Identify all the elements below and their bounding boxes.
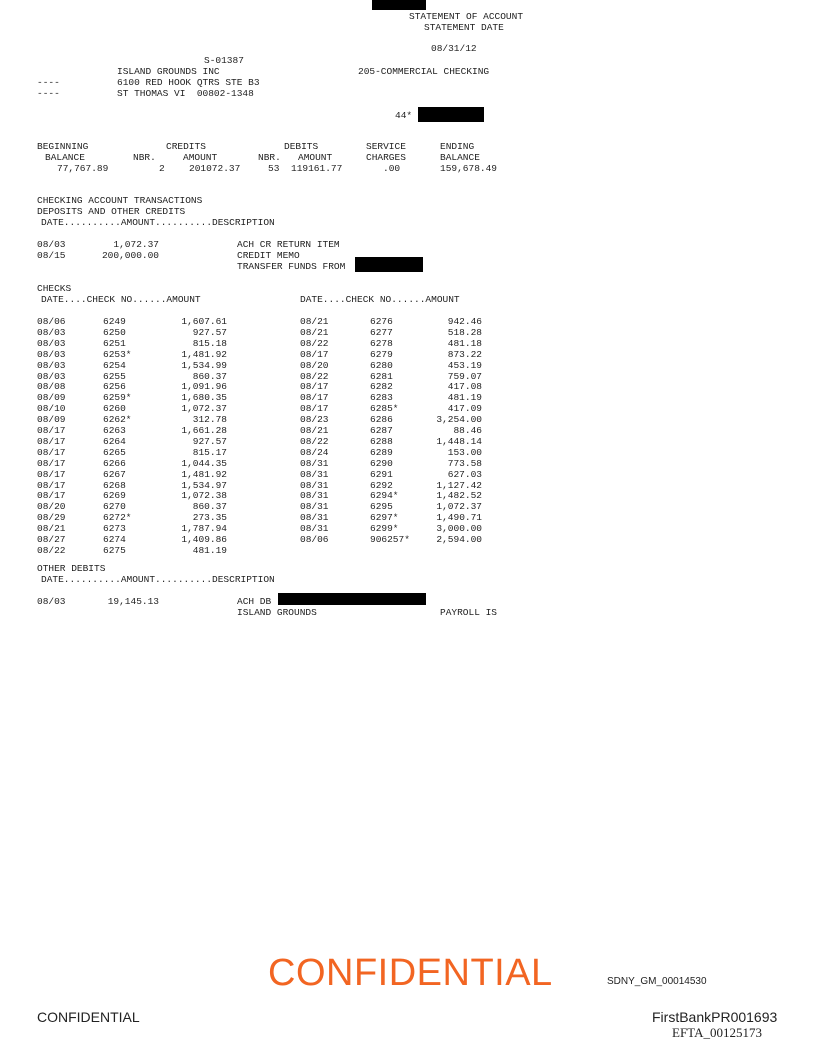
check-number: 6250 [103, 327, 126, 338]
check-amount: 453.19 [447, 360, 482, 371]
statement-date-label: STATEMENT DATE [424, 22, 504, 33]
check-number: 6256 [103, 381, 126, 392]
statement-title: STATEMENT OF ACCOUNT [409, 11, 524, 22]
check-amount: 1,482.52 [436, 490, 482, 501]
check-date: 08/21 [300, 327, 329, 338]
dash-marker-1: ---- [37, 77, 60, 88]
address-line-2: ST THOMAS VI 00802-1348 [117, 88, 254, 99]
check-amount: 1,127.42 [436, 480, 482, 491]
redaction-account-number [418, 107, 484, 122]
check-amount: 417.08 [447, 381, 482, 392]
other-debit-desc-3: PAYROLL IS [440, 607, 498, 618]
account-type: 205-COMMERCIAL CHECKING [358, 66, 490, 77]
check-date: 08/06 [37, 316, 66, 327]
check-date: 08/31 [300, 469, 329, 480]
check-date: 08/17 [300, 392, 329, 403]
check-amount: 1,607.61 [181, 316, 227, 327]
check-date: 08/27 [37, 534, 66, 545]
check-number: 6270 [103, 501, 126, 512]
check-date: 08/22 [300, 338, 329, 349]
ending-balance: 159,678.49 [440, 163, 498, 174]
check-amount: 873.22 [447, 349, 482, 360]
check-date: 08/17 [37, 458, 66, 469]
check-number: 6268 [103, 480, 126, 491]
label-nbr-1: NBR. [133, 152, 156, 163]
check-date: 08/09 [37, 414, 66, 425]
label-nbr-2: NBR. [258, 152, 281, 163]
confidential-footer: CONFIDENTIAL [37, 1009, 140, 1025]
checks-header-right: DATE....CHECK NO......AMOUNT [300, 294, 460, 305]
check-number: 6255 [103, 371, 126, 382]
check-amount: 927.57 [192, 327, 227, 338]
deposit-date-2: 08/15 [37, 250, 66, 261]
check-date: 08/29 [37, 512, 66, 523]
dash-marker-2: ---- [37, 88, 60, 99]
other-debit-desc-1: ACH DB [237, 596, 272, 607]
check-number: 6254 [103, 360, 126, 371]
check-number: 6265 [103, 447, 126, 458]
check-amount: 417.09 [447, 403, 482, 414]
check-number: 6275 [103, 545, 126, 556]
check-date: 08/22 [37, 545, 66, 556]
label-beginning: BEGINNING [37, 141, 89, 152]
label-service: SERVICE [366, 141, 406, 152]
check-amount: 1,490.71 [436, 512, 482, 523]
check-date: 08/24 [300, 447, 329, 458]
credits-amount: 201072.37 [189, 163, 241, 174]
check-number: 6285* [370, 403, 399, 414]
check-number: 6259* [103, 392, 132, 403]
check-amount: 815.18 [192, 338, 227, 349]
check-number: 6264 [103, 436, 126, 447]
check-amount: 1,680.35 [181, 392, 227, 403]
check-amount: 1,448.14 [436, 436, 482, 447]
check-number: 6294* [370, 490, 399, 501]
label-ending: ENDING [440, 141, 475, 152]
check-date: 08/31 [300, 523, 329, 534]
check-amount: 1,534.97 [181, 480, 227, 491]
other-debits-title: OTHER DEBITS [37, 563, 106, 574]
check-date: 08/03 [37, 338, 66, 349]
check-date: 08/23 [300, 414, 329, 425]
check-amount: 1,481.92 [181, 349, 227, 360]
check-amount: 627.03 [447, 469, 482, 480]
check-number: 6280 [370, 360, 393, 371]
check-amount: 759.07 [447, 371, 482, 382]
deposit-amount-1: 1,072.37 [113, 239, 159, 250]
check-amount: 860.37 [192, 501, 227, 512]
check-date: 08/21 [300, 316, 329, 327]
check-date: 08/03 [37, 360, 66, 371]
check-amount: 153.00 [447, 447, 482, 458]
check-date: 08/17 [300, 381, 329, 392]
transactions-title: CHECKING ACCOUNT TRANSACTIONS [37, 195, 203, 206]
check-date: 08/03 [37, 371, 66, 382]
beginning-balance: 77,767.89 [57, 163, 109, 174]
check-amount: 942.46 [447, 316, 482, 327]
check-number: 6292 [370, 480, 393, 491]
service-charges: .00 [383, 163, 401, 174]
check-number: 6297* [370, 512, 399, 523]
check-amount: 481.18 [447, 338, 482, 349]
checks-header-left: DATE....CHECK NO......AMOUNT [41, 294, 201, 305]
check-date: 08/03 [37, 327, 66, 338]
check-number: 6288 [370, 436, 393, 447]
check-amount: 1,661.28 [181, 425, 227, 436]
deposit-amount-2: 200,000.00 [101, 250, 159, 261]
check-amount: 815.17 [192, 447, 227, 458]
check-number: 6253* [103, 349, 132, 360]
bates-bank: FirstBankPR001693 [652, 1009, 778, 1025]
check-date: 08/09 [37, 392, 66, 403]
check-amount: 273.35 [192, 512, 227, 523]
check-number: 6291 [370, 469, 393, 480]
check-date: 08/17 [37, 469, 66, 480]
check-number: 906257* [370, 534, 410, 545]
label-balance-2: BALANCE [440, 152, 480, 163]
check-number: 6276 [370, 316, 393, 327]
label-debits: DEBITS [284, 141, 319, 152]
check-amount: 1,072.38 [181, 490, 227, 501]
other-debit-desc-2: ISLAND GROUNDS [237, 607, 317, 618]
check-amount: 3,254.00 [436, 414, 482, 425]
check-number: 6287 [370, 425, 393, 436]
check-date: 08/31 [300, 458, 329, 469]
check-date: 08/17 [37, 447, 66, 458]
check-date: 08/03 [37, 349, 66, 360]
redaction-top [372, 0, 426, 10]
deposit-desc-1: ACH CR RETURN ITEM [237, 239, 340, 250]
check-number: 6263 [103, 425, 126, 436]
check-date: 08/31 [300, 512, 329, 523]
statement-date: 08/31/12 [431, 43, 477, 54]
debits-amount: 119161.77 [291, 163, 343, 174]
check-amount: 1,044.35 [181, 458, 227, 469]
label-credits: CREDITS [166, 141, 206, 152]
check-number: 6278 [370, 338, 393, 349]
check-date: 08/17 [300, 403, 329, 414]
check-date: 08/20 [300, 360, 329, 371]
check-amount: 518.28 [447, 327, 482, 338]
check-date: 08/06 [300, 534, 329, 545]
check-number: 6251 [103, 338, 126, 349]
check-amount: 1,072.37 [436, 501, 482, 512]
check-date: 08/22 [300, 371, 329, 382]
check-date: 08/08 [37, 381, 66, 392]
check-date: 08/22 [300, 436, 329, 447]
account-number-prefix: 44* [395, 110, 413, 121]
check-number: 6281 [370, 371, 393, 382]
check-number: 6283 [370, 392, 393, 403]
check-number: 6249 [103, 316, 126, 327]
check-amount: 481.19 [192, 545, 227, 556]
check-amount: 1,481.92 [181, 469, 227, 480]
company-name: ISLAND GROUNDS INC [117, 66, 220, 77]
check-amount: 3,000.00 [436, 523, 482, 534]
label-amount-1: AMOUNT [183, 152, 218, 163]
redaction-transfer-source [355, 257, 423, 272]
check-date: 08/31 [300, 480, 329, 491]
bates-efta: EFTA_00125173 [672, 1025, 762, 1040]
label-balance-1: BALANCE [45, 152, 85, 163]
check-number: 6290 [370, 458, 393, 469]
check-number: 6260 [103, 403, 126, 414]
check-date: 08/17 [37, 490, 66, 501]
check-date: 08/31 [300, 501, 329, 512]
check-amount: 88.46 [453, 425, 482, 436]
check-number: 6295 [370, 501, 393, 512]
check-amount: 860.37 [192, 371, 227, 382]
deposit-date-1: 08/03 [37, 239, 66, 250]
credits-count: 2 [159, 163, 165, 174]
check-date: 08/20 [37, 501, 66, 512]
check-date: 08/17 [37, 425, 66, 436]
check-date: 08/31 [300, 490, 329, 501]
debits-count: 53 [268, 163, 280, 174]
check-number: 6266 [103, 458, 126, 469]
check-date: 08/17 [37, 436, 66, 447]
check-number: 6269 [103, 490, 126, 501]
check-amount: 2,594.00 [436, 534, 482, 545]
check-date: 08/17 [300, 349, 329, 360]
check-number: 6289 [370, 447, 393, 458]
check-date: 08/21 [37, 523, 66, 534]
checks-title: CHECKS [37, 283, 72, 294]
check-amount: 1,072.37 [181, 403, 227, 414]
other-debit-amount: 19,145.13 [107, 596, 159, 607]
check-amount: 927.57 [192, 436, 227, 447]
check-number: 6286 [370, 414, 393, 425]
deposits-title: DEPOSITS AND OTHER CREDITS [37, 206, 186, 217]
address-line-1: 6100 RED HOOK QTRS STE B3 [117, 77, 260, 88]
redaction-ach-detail [278, 593, 426, 605]
check-number: 6273 [103, 523, 126, 534]
check-number: 6267 [103, 469, 126, 480]
check-amount: 1,534.99 [181, 360, 227, 371]
label-amount-2: AMOUNT [298, 152, 333, 163]
check-number: 6274 [103, 534, 126, 545]
other-debits-header: DATE..........AMOUNT..........DESCRIPTION [41, 574, 275, 585]
check-number: 6282 [370, 381, 393, 392]
label-charges: CHARGES [366, 152, 406, 163]
check-number: 6272* [103, 512, 132, 523]
check-date: 08/10 [37, 403, 66, 414]
other-debit-date: 08/03 [37, 596, 66, 607]
deposit-desc-2: CREDIT MEMO [237, 250, 300, 261]
check-amount: 1,409.86 [181, 534, 227, 545]
deposits-header: DATE..........AMOUNT..........DESCRIPTION [41, 217, 275, 228]
confidential-watermark: CONFIDENTIAL [268, 952, 553, 994]
check-amount: 1,787.94 [181, 523, 227, 534]
check-number: 6262* [103, 414, 132, 425]
account-code: S-01387 [204, 55, 244, 66]
check-date: 08/21 [300, 425, 329, 436]
check-number: 6279 [370, 349, 393, 360]
bates-sdny: SDNY_GM_00014530 [607, 976, 707, 987]
check-amount: 1,091.96 [181, 381, 227, 392]
check-number: 6299* [370, 523, 399, 534]
deposit-desc-2-extra: TRANSFER FUNDS FROM [237, 261, 346, 272]
check-amount: 773.58 [447, 458, 482, 469]
check-date: 08/17 [37, 480, 66, 491]
check-amount: 312.78 [192, 414, 227, 425]
check-number: 6277 [370, 327, 393, 338]
check-amount: 481.19 [447, 392, 482, 403]
